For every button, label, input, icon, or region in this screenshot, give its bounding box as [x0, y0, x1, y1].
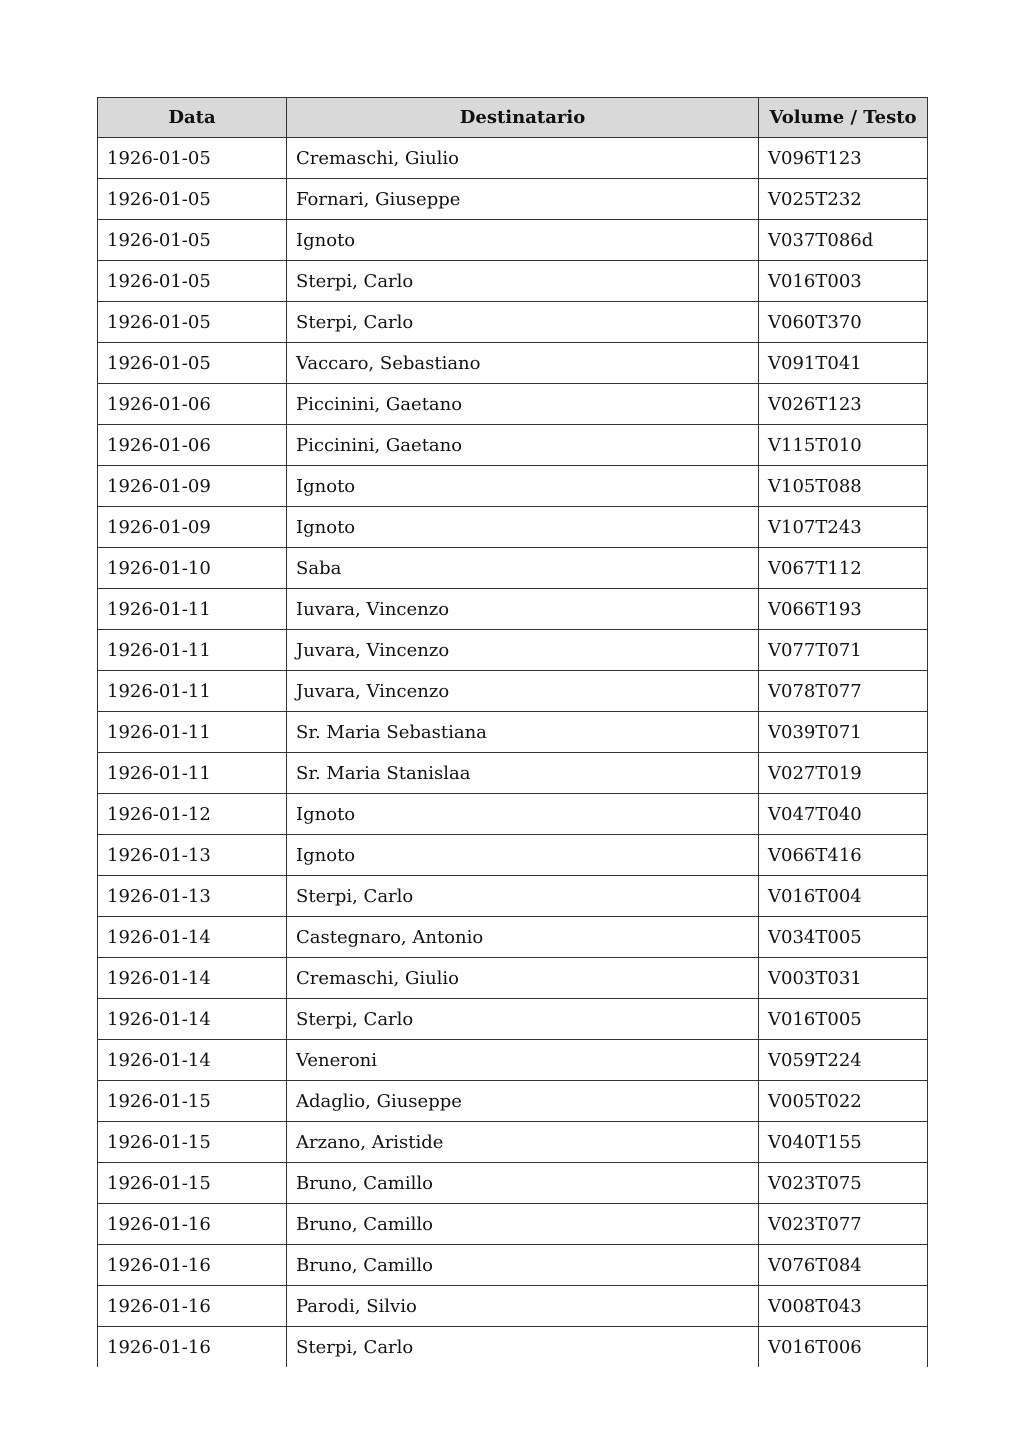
cell-recipient: Sterpi, Carlo: [287, 999, 759, 1040]
cell-recipient: Cremaschi, Giulio: [287, 958, 759, 999]
cell-volume: V016T004: [759, 876, 928, 917]
table-row: [98, 220, 928, 261]
cell-date: 1926-01-11: [98, 671, 287, 712]
cell-volume: V078T077: [759, 671, 928, 712]
cell-recipient: Juvara, Vincenzo: [287, 671, 759, 712]
cell-date: 1926-01-13: [98, 876, 287, 917]
cell-date: 1926-01-05: [98, 261, 287, 302]
cell-recipient: Fornari, Giuseppe: [287, 179, 759, 220]
cell-volume: V107T243: [759, 507, 928, 548]
cell-recipient: Piccinini, Gaetano: [287, 425, 759, 466]
table-row: [98, 425, 928, 466]
table-row: [98, 1163, 928, 1204]
cell-date: 1926-01-15: [98, 1163, 287, 1204]
cell-volume: V008T043: [759, 1286, 928, 1327]
cell-volume: V077T071: [759, 630, 928, 671]
cell-volume: V039T071: [759, 712, 928, 753]
cell-date: 1926-01-06: [98, 384, 287, 425]
cell-volume: V016T005: [759, 999, 928, 1040]
cell-volume: V037T086d: [759, 220, 928, 261]
cell-date: 1926-01-14: [98, 917, 287, 958]
cell-volume: V066T416: [759, 835, 928, 876]
cell-date: 1926-01-16: [98, 1327, 287, 1368]
cell-date: 1926-01-16: [98, 1204, 287, 1245]
cell-volume: V026T123: [759, 384, 928, 425]
cell-date: 1926-01-09: [98, 466, 287, 507]
cell-volume: V096T123: [759, 138, 928, 179]
table-row: [98, 835, 928, 876]
cell-volume: V016T003: [759, 261, 928, 302]
cell-recipient: Castegnaro, Antonio: [287, 917, 759, 958]
table-row: [98, 671, 928, 712]
table-row: [98, 1081, 928, 1122]
cell-date: 1926-01-05: [98, 220, 287, 261]
cell-recipient: Ignoto: [287, 220, 759, 261]
table-row: [98, 917, 928, 958]
table-row: [98, 794, 928, 835]
cell-recipient: Saba: [287, 548, 759, 589]
cell-recipient: Ignoto: [287, 835, 759, 876]
cell-volume: V067T112: [759, 548, 928, 589]
table-row: [98, 507, 928, 548]
table-row: [98, 876, 928, 917]
cell-volume: V040T155: [759, 1122, 928, 1163]
header-volume: Volume / Testo: [759, 98, 928, 138]
cell-volume: V091T041: [759, 343, 928, 384]
cell-date: 1926-01-05: [98, 138, 287, 179]
table-row: [98, 630, 928, 671]
cell-date: 1926-01-12: [98, 794, 287, 835]
cell-recipient: Vaccaro, Sebastiano: [287, 343, 759, 384]
table-row: [98, 343, 928, 384]
cell-recipient: Iuvara, Vincenzo: [287, 589, 759, 630]
cell-recipient: Parodi, Silvio: [287, 1286, 759, 1327]
cell-date: 1926-01-14: [98, 958, 287, 999]
cell-volume: V005T022: [759, 1081, 928, 1122]
cell-volume: V105T088: [759, 466, 928, 507]
cell-recipient: Ignoto: [287, 466, 759, 507]
header-recipient: Destinatario: [287, 98, 759, 138]
table-row: [98, 958, 928, 999]
cell-date: 1926-01-13: [98, 835, 287, 876]
cell-recipient: Bruno, Camillo: [287, 1204, 759, 1245]
cell-volume: V076T084: [759, 1245, 928, 1286]
letters-table: [97, 97, 928, 1367]
header-date: Data: [98, 98, 287, 138]
cell-recipient: Adaglio, Giuseppe: [287, 1081, 759, 1122]
table-row: [98, 548, 928, 589]
cell-recipient: Sterpi, Carlo: [287, 876, 759, 917]
table-row: [98, 999, 928, 1040]
cell-recipient: Arzano, Aristide: [287, 1122, 759, 1163]
cell-recipient: Sterpi, Carlo: [287, 1327, 759, 1368]
cell-recipient: Veneroni: [287, 1040, 759, 1081]
table-row: [98, 1327, 928, 1368]
table-row: [98, 753, 928, 794]
cell-volume: V025T232: [759, 179, 928, 220]
cell-date: 1926-01-11: [98, 630, 287, 671]
table-row: [98, 261, 928, 302]
table-row: [98, 138, 928, 179]
table-row: [98, 589, 928, 630]
table-row: [98, 1286, 928, 1327]
cell-date: 1926-01-09: [98, 507, 287, 548]
cell-volume: V003T031: [759, 958, 928, 999]
cell-date: 1926-01-05: [98, 343, 287, 384]
cell-date: 1926-01-15: [98, 1122, 287, 1163]
table-row: [98, 302, 928, 343]
cell-date: 1926-01-05: [98, 179, 287, 220]
cell-recipient: Bruno, Camillo: [287, 1245, 759, 1286]
cell-volume: V059T224: [759, 1040, 928, 1081]
table-row: [98, 712, 928, 753]
cell-volume: V023T077: [759, 1204, 928, 1245]
header-row: [98, 98, 928, 138]
cell-date: 1926-01-16: [98, 1286, 287, 1327]
cell-recipient: Sr. Maria Stanislaa: [287, 753, 759, 794]
cell-date: 1926-01-11: [98, 712, 287, 753]
cell-recipient: Sterpi, Carlo: [287, 302, 759, 343]
cell-recipient: Ignoto: [287, 794, 759, 835]
cell-volume: V066T193: [759, 589, 928, 630]
table-row: [98, 384, 928, 425]
table-row: [98, 1040, 928, 1081]
cell-date: 1926-01-06: [98, 425, 287, 466]
cell-volume: V034T005: [759, 917, 928, 958]
cell-date: 1926-01-14: [98, 1040, 287, 1081]
cell-recipient: Juvara, Vincenzo: [287, 630, 759, 671]
cell-recipient: Sr. Maria Sebastiana: [287, 712, 759, 753]
table-row: [98, 466, 928, 507]
cell-volume: V023T075: [759, 1163, 928, 1204]
cell-date: 1926-01-11: [98, 589, 287, 630]
table-row: [98, 1245, 928, 1286]
table-body: [98, 138, 928, 1368]
cell-recipient: Piccinini, Gaetano: [287, 384, 759, 425]
cell-recipient: Cremaschi, Giulio: [287, 138, 759, 179]
table-row: [98, 179, 928, 220]
cell-volume: V115T010: [759, 425, 928, 466]
table-row: [98, 1122, 928, 1163]
cell-volume: V047T040: [759, 794, 928, 835]
cell-volume: V027T019: [759, 753, 928, 794]
cell-volume: V016T006: [759, 1327, 928, 1368]
cell-recipient: Ignoto: [287, 507, 759, 548]
cell-date: 1926-01-10: [98, 548, 287, 589]
table-row: [98, 1204, 928, 1245]
cell-volume: V060T370: [759, 302, 928, 343]
cell-date: 1926-01-14: [98, 999, 287, 1040]
cell-date: 1926-01-15: [98, 1081, 287, 1122]
table-header: [98, 98, 928, 138]
cell-date: 1926-01-11: [98, 753, 287, 794]
cell-recipient: Bruno, Camillo: [287, 1163, 759, 1204]
cell-recipient: Sterpi, Carlo: [287, 261, 759, 302]
cell-date: 1926-01-05: [98, 302, 287, 343]
cell-date: 1926-01-16: [98, 1245, 287, 1286]
